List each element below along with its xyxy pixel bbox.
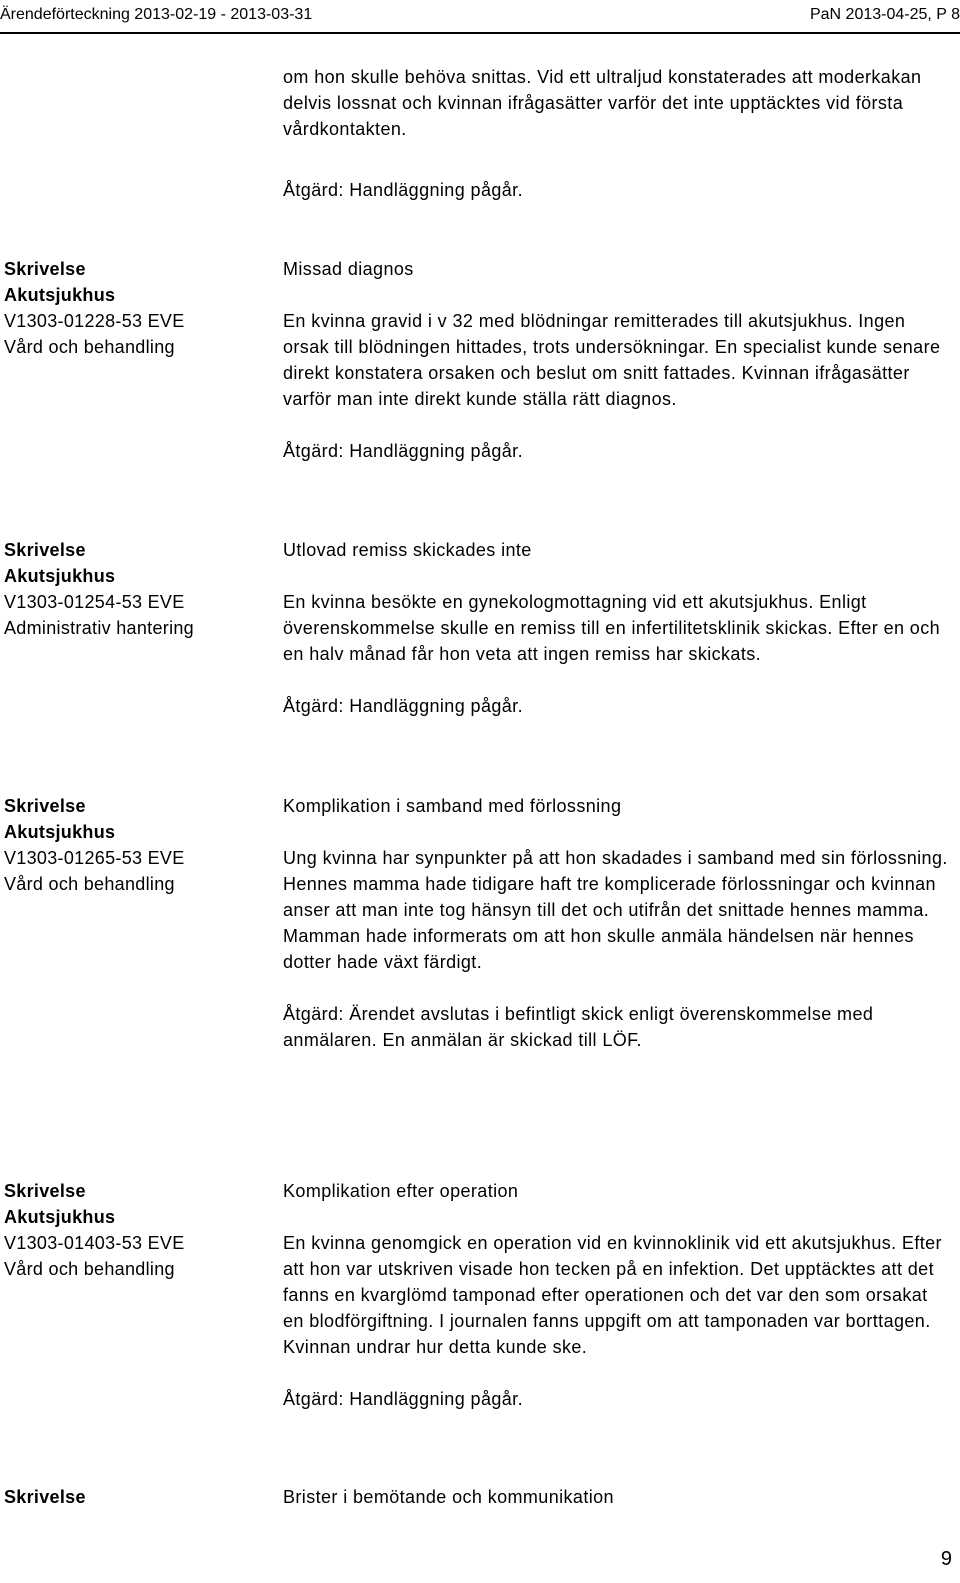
entry-description: Ung kvinna har synpunkter på att hon skadades i samband med sin förlossning. Hennes mamma hade tidigare haft tre komplicerade förlossningar och kvinnan anser att man inte tog hänsyn till det och utifrån det snittade hennes mamma. Mamman hade informerats om att hon skulle anmäla händelsen när hennes dotter hade växt färdigt. [283, 848, 948, 972]
entry-reference: V1303-01403-53 EVE [4, 1233, 185, 1253]
entry-category: Vård och behandling [4, 874, 175, 894]
entry-type: Skrivelse [4, 796, 86, 816]
entry-type: Skrivelse [4, 1487, 86, 1507]
entry-type: Skrivelse [4, 259, 86, 279]
entry-unit: Akutsjukhus [4, 285, 116, 305]
entry-category: Administrativ hantering [4, 618, 194, 638]
entry-category: Vård och behandling [4, 337, 175, 357]
entry-category: Vård och behandling [4, 1259, 175, 1279]
entry-content [283, 256, 953, 464]
entry-action: Åtgärd: Handläggning pågår. [283, 1389, 523, 1409]
page-number: 9 [940, 1548, 952, 1570]
entry-unit: Akutsjukhus [4, 1207, 116, 1227]
header-document-title: Ärendeförteckning 2013-02-19 - 2013-03-31 [0, 6, 313, 23]
entry-type: Skrivelse [4, 1181, 86, 1201]
page-header [0, 4, 960, 30]
entry-meta [4, 1484, 264, 1510]
entry-meta [4, 793, 264, 897]
continuation-action: Åtgärd: Handläggning pågår. [283, 180, 523, 200]
entry-reference: V1303-01265-53 EVE [4, 848, 185, 868]
entry-content [283, 1484, 953, 1510]
entry-description: En kvinna genomgick en operation vid en kvinnoklinik vid ett akutsjukhus. Efter att hon var utskriven visade hon tecken på en infektion. Det upptäcktes att det fanns en kvarglömd tamponad efter operationen och det var den som orsakat en blodförgiftning. I journalen fanns uppgift om att tamponaden var borttagen. Kvinnan undrar hur detta kunde ske. [283, 1233, 942, 1357]
entry-action: Åtgärd: Handläggning pågår. [283, 696, 523, 716]
continuation-text: om hon skulle behöva snittas. Vid ett ultraljud konstaterades att moderkakan delvis lossnat och kvinnan ifrågasätter varför det inte upptäcktes vid första vårdkontakten. [283, 67, 922, 139]
entry-meta [4, 537, 264, 641]
entry-title: Brister i bemötande och kommunikation [283, 1487, 614, 1507]
header-divider [0, 32, 960, 34]
entry-content [283, 793, 953, 1053]
entry-type: Skrivelse [4, 540, 86, 560]
entry-title: Komplikation i samband med förlossning [283, 796, 622, 816]
entry-reference: V1303-01228-53 EVE [4, 311, 185, 331]
entry-meta [4, 256, 264, 360]
entry-title: Missad diagnos [283, 259, 414, 279]
entry-reference: V1303-01254-53 EVE [4, 592, 185, 612]
entry-meta [4, 1178, 264, 1282]
header-page-reference: PaN 2013-04-25, P 8 [809, 6, 960, 23]
entry-title: Komplikation efter operation [283, 1181, 519, 1201]
entry-content [283, 537, 953, 719]
entry-unit: Akutsjukhus [4, 822, 116, 842]
entry-description: En kvinna besökte en gynekologmottagning vid ett akutsjukhus. Enligt överenskommelse skulle en remiss till en infertilitetsklinik skickas. Efter en och en halv månad får hon veta att ingen remiss har skickats. [283, 592, 941, 664]
entry-content [283, 1178, 953, 1412]
entry-title: Utlovad remiss skickades inte [283, 540, 532, 560]
entry-unit: Akutsjukhus [4, 566, 116, 586]
entry-description: En kvinna gravid i v 32 med blödningar remitterades till akutsjukhus. Ingen orsak till blödningen hittades, trots undersökningar. En specialist kunde senare direkt konstatera orsaken och beslut om snitt fattades. Kvinnan ifrågasätter varför man inte direkt kunde ställa rätt diagnos. [283, 311, 941, 409]
entry-action: Åtgärd: Ärendet avslutas i befintligt skick enligt överenskommelse med anmälaren. En anmälan är skickad till LÖF. [283, 1004, 874, 1050]
entry-action: Åtgärd: Handläggning pågår. [283, 441, 523, 461]
